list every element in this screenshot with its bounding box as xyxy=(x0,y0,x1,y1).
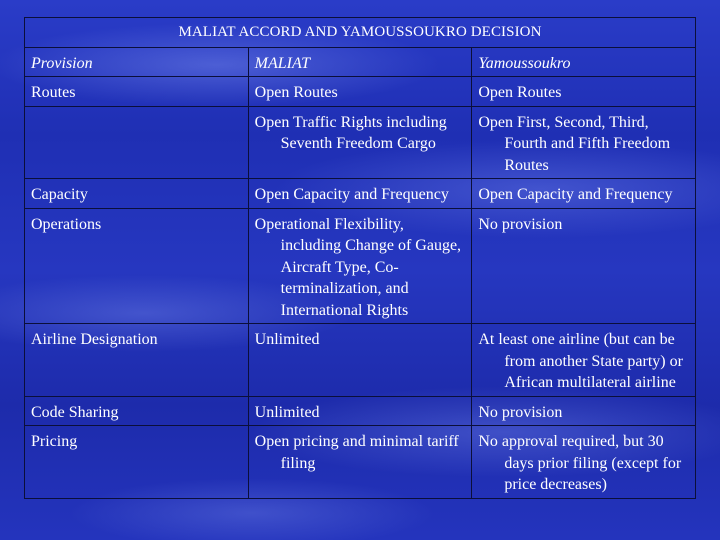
table-row xyxy=(25,179,696,209)
table-row xyxy=(25,396,696,426)
row-maliat: Unlimited xyxy=(254,331,320,348)
row-maliat: Unlimited xyxy=(254,403,320,421)
row-yamoussoukro: Open Capacity and Frequency xyxy=(478,186,673,203)
table-header-row xyxy=(25,47,696,77)
row-maliat: Open Traffic Rights including Seventh Freedom Cargo xyxy=(254,113,447,152)
header-maliat: MALIAT xyxy=(248,47,472,77)
row-provision: Code Sharing xyxy=(31,403,119,421)
table-row xyxy=(25,106,696,179)
row-maliat: Operational Flexibility, including Change of Gauge, Aircraft Type, Co-terminalization, and International Rights xyxy=(254,215,462,319)
row-yamoussoukro: At least one airline (but can be from another State party) or African multilateral airline xyxy=(478,331,683,391)
row-provision: Airline Designation xyxy=(31,331,158,348)
row-maliat: Open pricing and minimal tariff filing xyxy=(254,433,459,472)
row-maliat: Open Capacity and Frequency xyxy=(254,186,449,203)
row-yamoussoukro: No approval required, but 30 days prior filing (except for price decreases) xyxy=(478,433,682,493)
table-title: MALIAT ACCORD AND YAMOUSSOUKRO DECISION xyxy=(25,18,696,48)
row-provision: Operations xyxy=(31,215,102,233)
row-yamoussoukro: Open Routes xyxy=(478,84,562,101)
table-row xyxy=(25,77,696,107)
row-yamoussoukro: Open First, Second, Third, Fourth and Fifth Freedom Routes xyxy=(478,113,671,174)
table-row xyxy=(25,324,696,397)
row-yamoussoukro: No provision xyxy=(478,215,563,233)
row-maliat: Open Routes xyxy=(254,84,338,101)
row-provision: Pricing xyxy=(31,433,78,450)
header-yamoussoukro: Yamoussoukro xyxy=(472,47,696,77)
row-provision: Routes xyxy=(31,84,76,101)
row-yamoussoukro: No provision xyxy=(478,403,563,421)
header-provision: Provision xyxy=(25,47,249,77)
table-title-row xyxy=(25,18,696,48)
comparison-table xyxy=(24,17,696,499)
table-row xyxy=(25,426,696,499)
table-row xyxy=(25,208,696,324)
row-provision: Capacity xyxy=(31,186,88,203)
